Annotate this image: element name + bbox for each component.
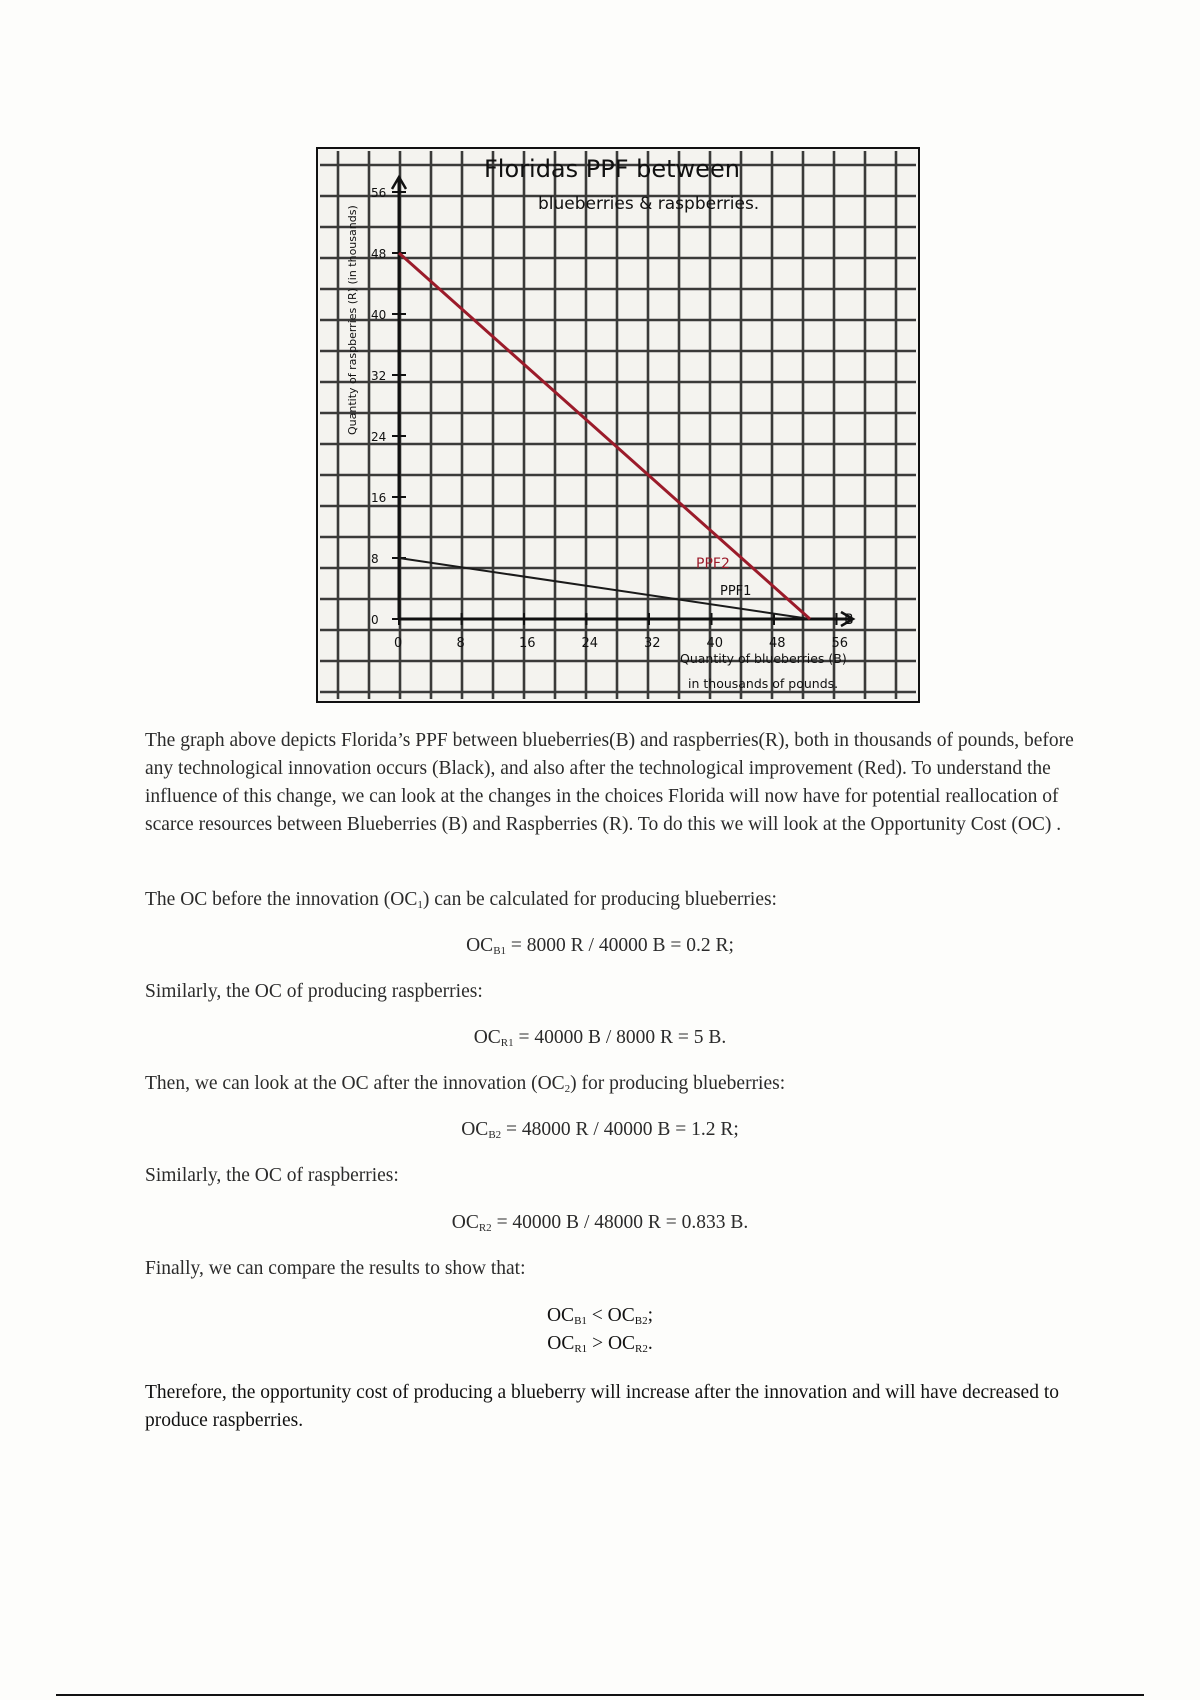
cmp-op: < — [586, 1305, 608, 1326]
paragraph-raspberries-1: Similarly, the OC of producing raspberries: — [145, 981, 483, 1002]
eq-lhs: OC — [461, 1119, 489, 1140]
ppf1-label: PPF1 — [720, 584, 752, 599]
paragraph-raspberries-2: Similarly, the OC of raspberries: — [145, 1165, 399, 1186]
eq-lhs: OC — [466, 935, 494, 956]
y-tick-label: 24 — [371, 430, 387, 444]
eq-sub: B1 — [493, 945, 507, 957]
equation-oc-b1 — [0, 932, 1200, 965]
eq-lhs: OC — [473, 1027, 501, 1048]
x-tick-label: 56 — [831, 636, 849, 651]
paragraph-oc-after-post: ) for producing blueberries: — [570, 1073, 786, 1094]
x-tick-label: 32 — [644, 636, 661, 651]
cmp-end: ; — [647, 1305, 654, 1326]
x-tick-label: 8 — [456, 636, 465, 651]
ppf2-label: PPF2 — [696, 556, 730, 572]
cmp-op: > — [587, 1333, 608, 1354]
equation-oc-r1 — [0, 1024, 1200, 1057]
y-tick-label: 16 — [371, 491, 387, 505]
figure-title-line2: blueberries & raspberries. — [538, 194, 760, 214]
y-tick-label: 40 — [371, 308, 387, 322]
eq-rhs: = 40000 B / 48000 R = 0.833 B. — [491, 1212, 749, 1233]
page-bottom-rule — [56, 1694, 1144, 1696]
paragraph-oc-after-sub: 2 — [564, 1083, 571, 1095]
cmp-end: . — [647, 1333, 653, 1354]
eq-rhs: = 8000 R / 40000 B = 0.2 R; — [506, 935, 734, 956]
x-tick-label: 40 — [706, 636, 724, 651]
cmp-a-sub: B1 — [574, 1315, 587, 1327]
x-axis-end-label: B — [844, 612, 854, 628]
paragraph-oc-before — [145, 886, 1085, 919]
x-tick-label: 16 — [519, 636, 536, 651]
x-tick-label: 24 — [581, 636, 599, 651]
y-tick-label: 56 — [371, 186, 387, 200]
paragraph-compare: Finally, we can compare the results to show that: — [145, 1258, 526, 1279]
y-tick-label: 0 — [371, 613, 379, 627]
figure-title-line1: Floridas PPF between — [484, 155, 740, 183]
cmp-a-sub: R1 — [574, 1343, 588, 1355]
equation-oc-b2 — [0, 1116, 1200, 1149]
y-tick-label: 48 — [371, 247, 387, 261]
x-axis-label-line2: in thousands of pounds. — [688, 676, 839, 691]
cmp-a: OC — [547, 1333, 575, 1354]
y-axis-label: Quantity of raspberries (R) (in thousands) — [346, 205, 359, 435]
paragraph-conclusion: Therefore, the opportunity cost of producing a blueberry will increase after the innovation and will have decreased to produce raspberries. — [145, 1382, 1059, 1431]
eq-rhs: = 40000 B / 8000 R = 5 B. — [513, 1027, 727, 1048]
eq-sub: R1 — [500, 1037, 514, 1049]
y-tick-label: 32 — [371, 369, 387, 383]
cmp-a: OC — [546, 1305, 575, 1326]
paragraph-oc-before-post: ) can be calculated for producing blueberries: — [422, 889, 777, 910]
cmp-b: OC — [607, 1305, 635, 1326]
paragraph-oc-after — [145, 1070, 1085, 1103]
cmp-b: OC — [607, 1333, 636, 1354]
cmp-b-sub: R2 — [635, 1343, 648, 1355]
equation-oc-r2 — [0, 1209, 1200, 1242]
ppf-graph-figure — [316, 147, 920, 703]
eq-lhs: OC — [451, 1212, 479, 1233]
paragraph-intro: The graph above depicts Florida’s PPF between blueberries(B) and raspberries(R), both in thousands of pounds, before any technological innovation occurs (Black), and also after the technological improvement (Red). To understand the influence of this change, we can look at the changes in the choices Florida will now have for potential reallocation of scarce resources between Blueberries (B) and Raspberries (R). To do this we will look at the Opportunity Cost (OC) . — [145, 730, 1074, 835]
paragraph-oc-after-pre: Then, we can look at the OC after the innovation (OC — [145, 1073, 565, 1094]
x-axis-label-line1: Quantity of blueberries (B) — [680, 651, 847, 666]
x-tick-label: 0 — [394, 636, 403, 651]
x-tick-label: 48 — [769, 636, 786, 651]
y-tick-label: 8 — [371, 552, 379, 566]
paragraph-oc-before-sub: 1 — [417, 899, 423, 911]
eq-sub: R2 — [478, 1222, 492, 1234]
eq-rhs: = 48000 R / 40000 B = 1.2 R; — [501, 1119, 739, 1140]
eq-sub: B2 — [488, 1129, 502, 1141]
comparison-raspberries — [0, 1330, 1200, 1363]
cmp-b-sub: B2 — [634, 1315, 648, 1327]
paragraph-oc-before-pre: The OC before the innovation (OC — [145, 889, 418, 910]
